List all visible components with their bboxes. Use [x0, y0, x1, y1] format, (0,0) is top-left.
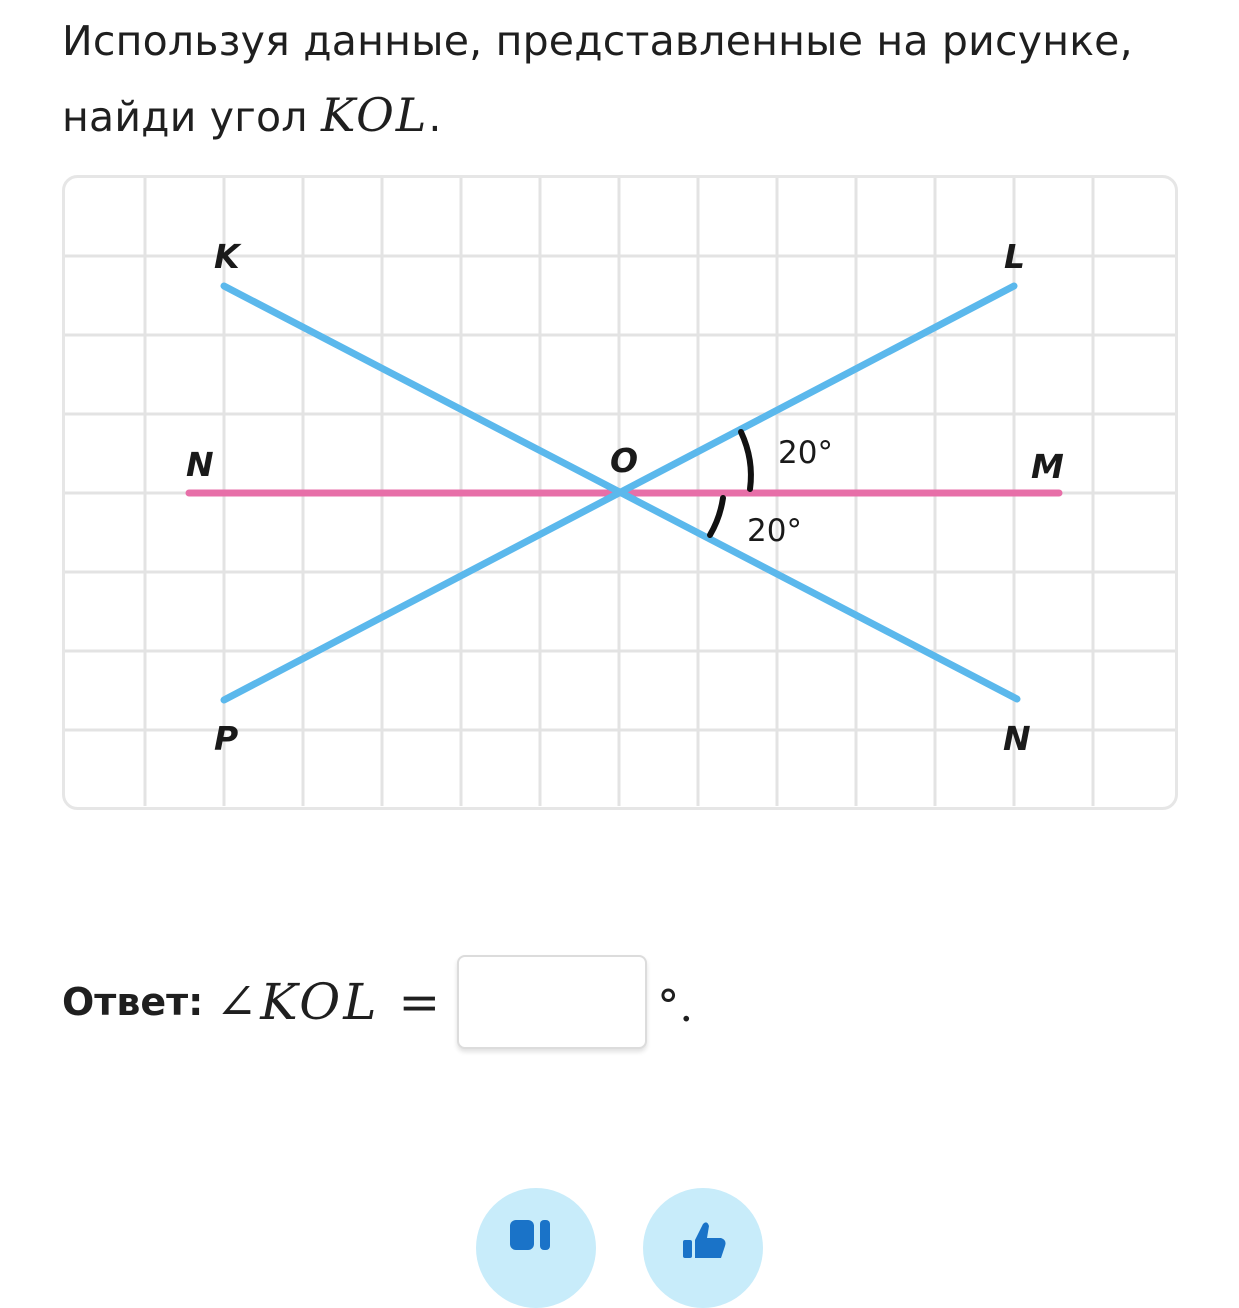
question-angle-name: KOL — [320, 88, 429, 142]
answer-degree-suffix: °. — [657, 980, 694, 1032]
label-point-n-left: N — [186, 445, 214, 484]
thumbs-up-icon — [673, 1218, 733, 1308]
thumbs-up-button[interactable] — [643, 1188, 763, 1308]
angle-label-lower: 20° — [747, 513, 802, 549]
answer-expression: ∠KOL = — [215, 973, 444, 1031]
figure-svg — [62, 175, 1178, 810]
label-point-l: L — [1004, 237, 1026, 276]
chat-icon — [506, 1218, 566, 1308]
answer-input[interactable] — [457, 955, 647, 1049]
chat-button[interactable] — [476, 1188, 596, 1308]
answer-label: Ответ: — [62, 980, 204, 1024]
question-end: . — [428, 93, 442, 141]
answer-row — [62, 950, 693, 1054]
angle-label-upper: 20° — [778, 435, 833, 471]
label-point-k: K — [214, 237, 240, 276]
label-point-n-bottom: N — [1003, 719, 1031, 758]
geometry-figure — [62, 175, 1178, 810]
label-point-m: M — [1031, 447, 1064, 486]
question-text-main: Используя данные, представленные на рисунке, найди угол — [62, 17, 1133, 141]
label-point-o: O — [610, 441, 639, 480]
question-text — [62, 4, 1202, 154]
label-point-p: P — [214, 719, 239, 758]
